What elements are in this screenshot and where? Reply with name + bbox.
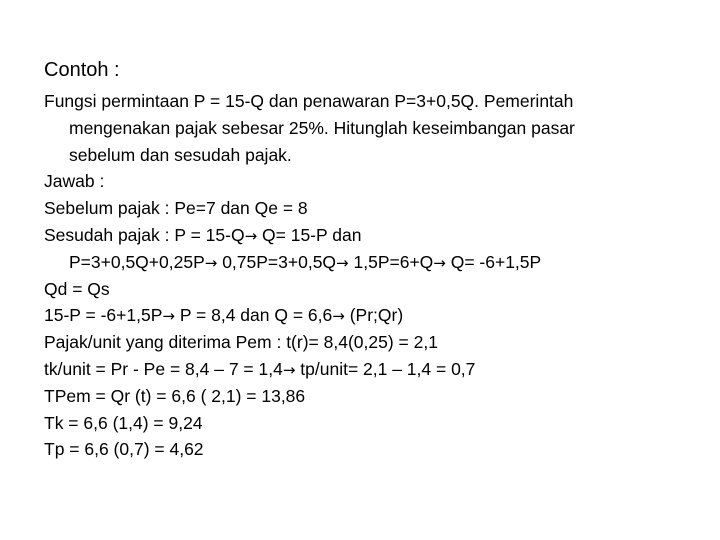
body-line: Tp = 6,6 (0,7) = 4,62 xyxy=(44,439,204,460)
arrow-icon: → xyxy=(433,253,446,272)
body-line: mengenakan pajak sebesar 25%. Hitunglah keseimbangan pasar xyxy=(69,117,575,138)
body-line: P=3+0,5Q+0,25P→ 0,75P=3+0,5Q→ 1,5P=6+Q→ Q= -6+1,5P xyxy=(69,251,542,272)
body-line: Tk = 6,6 (1,4) = 9,24 xyxy=(44,412,203,433)
body-line: Jawab : xyxy=(44,171,105,192)
arrow-icon: → xyxy=(332,307,345,326)
arrow-icon: → xyxy=(244,226,258,245)
body-line: sebelum dan sesudah pajak. xyxy=(69,144,292,165)
arrow-icon: → xyxy=(204,253,218,272)
slide-body xyxy=(44,88,684,463)
body-line: TPem = Qr (t) = 6,6 ( 2,1) = 13,86 xyxy=(44,385,306,406)
body-line: Sebelum pajak : Pe=7 dan Qe = 8 xyxy=(44,198,308,219)
arrow-icon: → xyxy=(162,307,175,326)
body-line: tk/unit = Pr - Pe = 8,4 – 7 = 1,4→ tp/unit= 2,1 – 1,4 = 0,7 xyxy=(44,358,476,379)
body-line: 15-P = -6+1,5P→ P = 8,4 dan Q = 6,6→ (Pr;Qr) xyxy=(44,305,404,326)
body-line: Fungsi permintaan P = 15-Q dan penawaran P=3+0,5Q. Pemerintah xyxy=(44,91,574,111)
arrow-icon: → xyxy=(336,253,349,272)
slide-title: Contoh : xyxy=(44,59,120,81)
arrow-icon: → xyxy=(282,360,296,379)
body-line: Qd = Qs xyxy=(44,278,110,299)
body-line: Sesudah pajak : P = 15-Q→ Q= 15-P dan xyxy=(44,224,362,245)
body-line: Pajak/unit yang diterima Pem : t(r)= 8,4(0,25) = 2,1 xyxy=(44,332,438,353)
